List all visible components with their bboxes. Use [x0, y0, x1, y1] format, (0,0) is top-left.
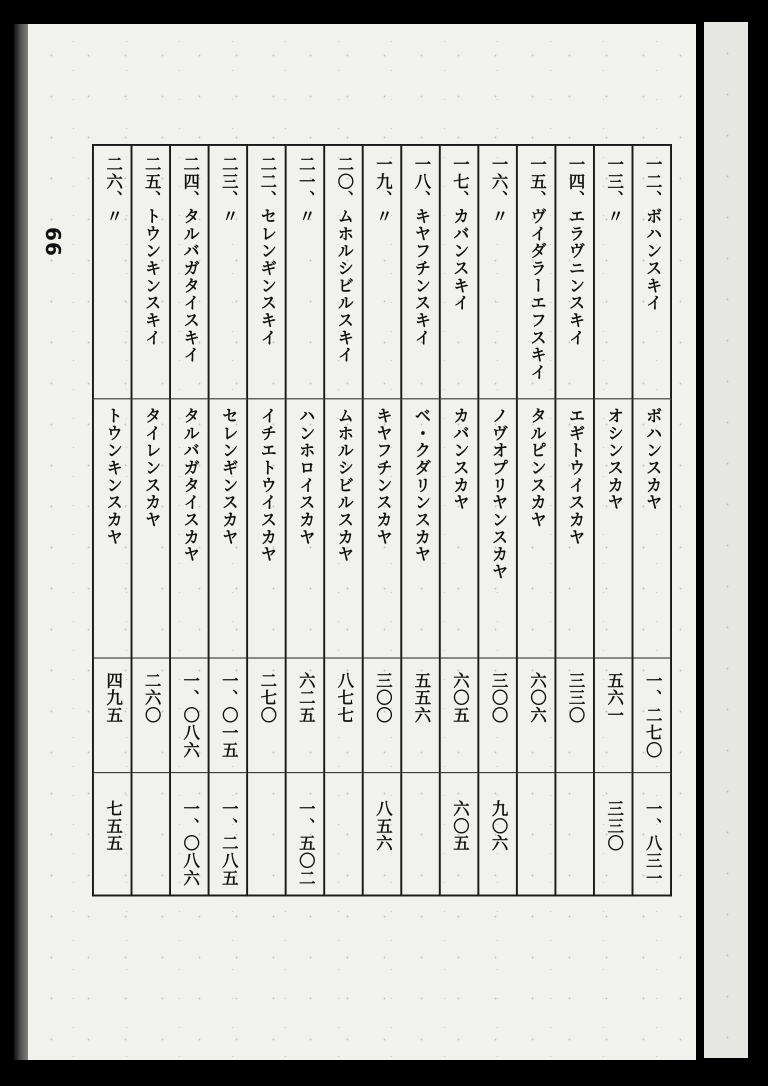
figure-1: 五六一: [603, 671, 623, 724]
settlement-name: カバンスカヤ: [449, 407, 469, 512]
figure-1: 三三〇: [565, 671, 585, 724]
table-cell: [363, 145, 402, 399]
table-cell: [209, 145, 248, 399]
figure-1: 三〇〇: [372, 671, 392, 724]
district-name: 二〇、ムホルシビルスキイ: [333, 155, 354, 364]
district-name: 一七、カバンスキイ: [449, 155, 469, 312]
figure-1: 六〇六: [526, 671, 546, 724]
figure-1: 五五六: [410, 671, 431, 724]
district-name: 一三、〃: [603, 155, 623, 225]
settlement-name: エギトウイスカヤ: [565, 407, 585, 546]
table-cell: [209, 773, 248, 896]
table-cell: [555, 145, 594, 399]
table-cell: [555, 399, 594, 658]
table-cell: [247, 773, 286, 896]
figure-2: 一、八三一: [642, 800, 662, 887]
settlement-name: セレンギンスカヤ: [218, 407, 238, 546]
table-cell: [363, 399, 402, 658]
figure-2: 六〇五: [449, 800, 469, 853]
table-cell: [440, 773, 479, 896]
document-page: [28, 24, 696, 1060]
second-figure-row: [93, 773, 671, 896]
settlement-name: トウンキンスカヤ: [102, 407, 122, 546]
settlement-name: タルピンスカヤ: [526, 407, 546, 529]
table-cell: [632, 773, 671, 896]
table-cell: [517, 773, 556, 896]
district-name: 二三、〃: [218, 155, 238, 225]
district-name: 一九、〃: [372, 155, 392, 225]
figure-2: 九〇六: [487, 800, 508, 853]
district-name: 一二、ボハンスキイ: [642, 155, 662, 312]
table-cell: [594, 773, 633, 896]
table-cell: [594, 145, 633, 399]
table-cell: [555, 773, 594, 896]
paper-texture: [704, 22, 748, 1058]
figure-2: 一、〇八六: [179, 800, 199, 887]
district-name: 二二、セレンギンスキイ: [256, 155, 277, 347]
district-name: 一五、ヴイダラーエフスキイ: [526, 155, 546, 382]
table-cell: [401, 145, 440, 399]
table-cell: [286, 399, 325, 658]
figure-1: 一、〇一五: [218, 671, 238, 759]
table-cell: [286, 773, 325, 896]
table-cell: [363, 773, 402, 896]
settlement-name: オシンスカヤ: [603, 407, 623, 512]
table-cell: [401, 773, 440, 896]
settlement-name: ボハンスカヤ: [642, 407, 662, 512]
table-cell: [517, 145, 556, 399]
table-cell: [132, 145, 171, 399]
settlement-name: ハンホロイスカヤ: [295, 407, 315, 546]
table-cell: [324, 658, 363, 773]
figure-1: 二六〇: [141, 671, 161, 724]
settlement-name: ムホルシビルスカヤ: [333, 407, 354, 564]
table-cell: [324, 145, 363, 399]
settlement-name: ベ・クダリンスカヤ: [410, 407, 431, 564]
table-cell: [555, 658, 594, 773]
figure-1: 一、二七〇: [642, 671, 662, 759]
figure-2: 三三〇: [603, 800, 623, 853]
figure-1: 四九五: [102, 671, 122, 724]
table-cell: [132, 399, 171, 658]
table-cell: [478, 658, 517, 773]
table-cell: [247, 399, 286, 658]
table-cell: [401, 658, 440, 773]
table-cell: [632, 145, 671, 399]
table-cell: [440, 399, 479, 658]
table-cell: [286, 658, 325, 773]
district-name: 二五、トウンキンスキイ: [141, 155, 161, 347]
district-name: 一八、キヤフチンスキイ: [410, 155, 431, 347]
table-cell: [247, 145, 286, 399]
table-cell: [478, 773, 517, 896]
settlement-name: タイレンスカヤ: [141, 407, 161, 529]
table-cell: [478, 399, 517, 658]
table-cell: [93, 658, 132, 773]
table-cell: [247, 658, 286, 773]
table-cell: [170, 145, 209, 399]
settlement-name: ノヴオプリヤンスカヤ: [487, 407, 508, 581]
figure-2: 八五六: [372, 800, 392, 853]
settlement-name-row: [93, 399, 671, 658]
table-cell: [632, 399, 671, 658]
table-cell: [170, 773, 209, 896]
district-name-row: [93, 145, 671, 399]
figure-2: 一、五〇二: [295, 800, 315, 887]
district-name: 二一、〃: [295, 155, 315, 225]
district-table: [92, 144, 672, 896]
table-cell: [93, 773, 132, 896]
table-cell: [517, 658, 556, 773]
figure-1: 二七〇: [256, 671, 277, 724]
table-cell: [170, 658, 209, 773]
table-cell: [93, 399, 132, 658]
figure-2: 七五五: [102, 800, 122, 853]
first-figure-row: [93, 658, 671, 773]
table-cell: [209, 399, 248, 658]
figure-1: 三〇〇: [487, 671, 508, 724]
table-cell: [363, 658, 402, 773]
table-cell: [286, 145, 325, 399]
district-name: 二六、〃: [102, 155, 122, 225]
district-name: 一六、〃: [487, 155, 508, 225]
table-cell: [594, 399, 633, 658]
table-cell: [209, 658, 248, 773]
table-cell: [324, 399, 363, 658]
table-cell: [632, 658, 671, 773]
figure-2: 一、二八五: [218, 800, 238, 887]
page-number: 99: [42, 226, 66, 256]
settlement-name: イチエトウイスカヤ: [256, 407, 277, 564]
figure-1: 六二五: [295, 671, 315, 724]
district-name: 一四、エラヴニンスキイ: [565, 155, 585, 347]
table-cell: [324, 773, 363, 896]
settlement-name: キヤフチンスカヤ: [372, 407, 392, 546]
table-cell: [401, 399, 440, 658]
table-cell: [132, 773, 171, 896]
table-cell: [517, 399, 556, 658]
figure-1: 八七七: [333, 671, 354, 724]
figure-1: 一、〇八六: [179, 671, 199, 759]
table-cell: [478, 145, 517, 399]
table-cell: [170, 399, 209, 658]
table-cell: [440, 658, 479, 773]
figure-1: 六〇五: [449, 671, 469, 724]
settlement-name: タルバガタイスカヤ: [179, 407, 199, 564]
table-cell: [594, 658, 633, 773]
table-cell: [132, 658, 171, 773]
district-name: 二四、タルバガタイスキイ: [179, 155, 199, 364]
table-cell: [93, 145, 132, 399]
adjacent-page-edge: [704, 22, 748, 1058]
table-cell: [440, 145, 479, 399]
